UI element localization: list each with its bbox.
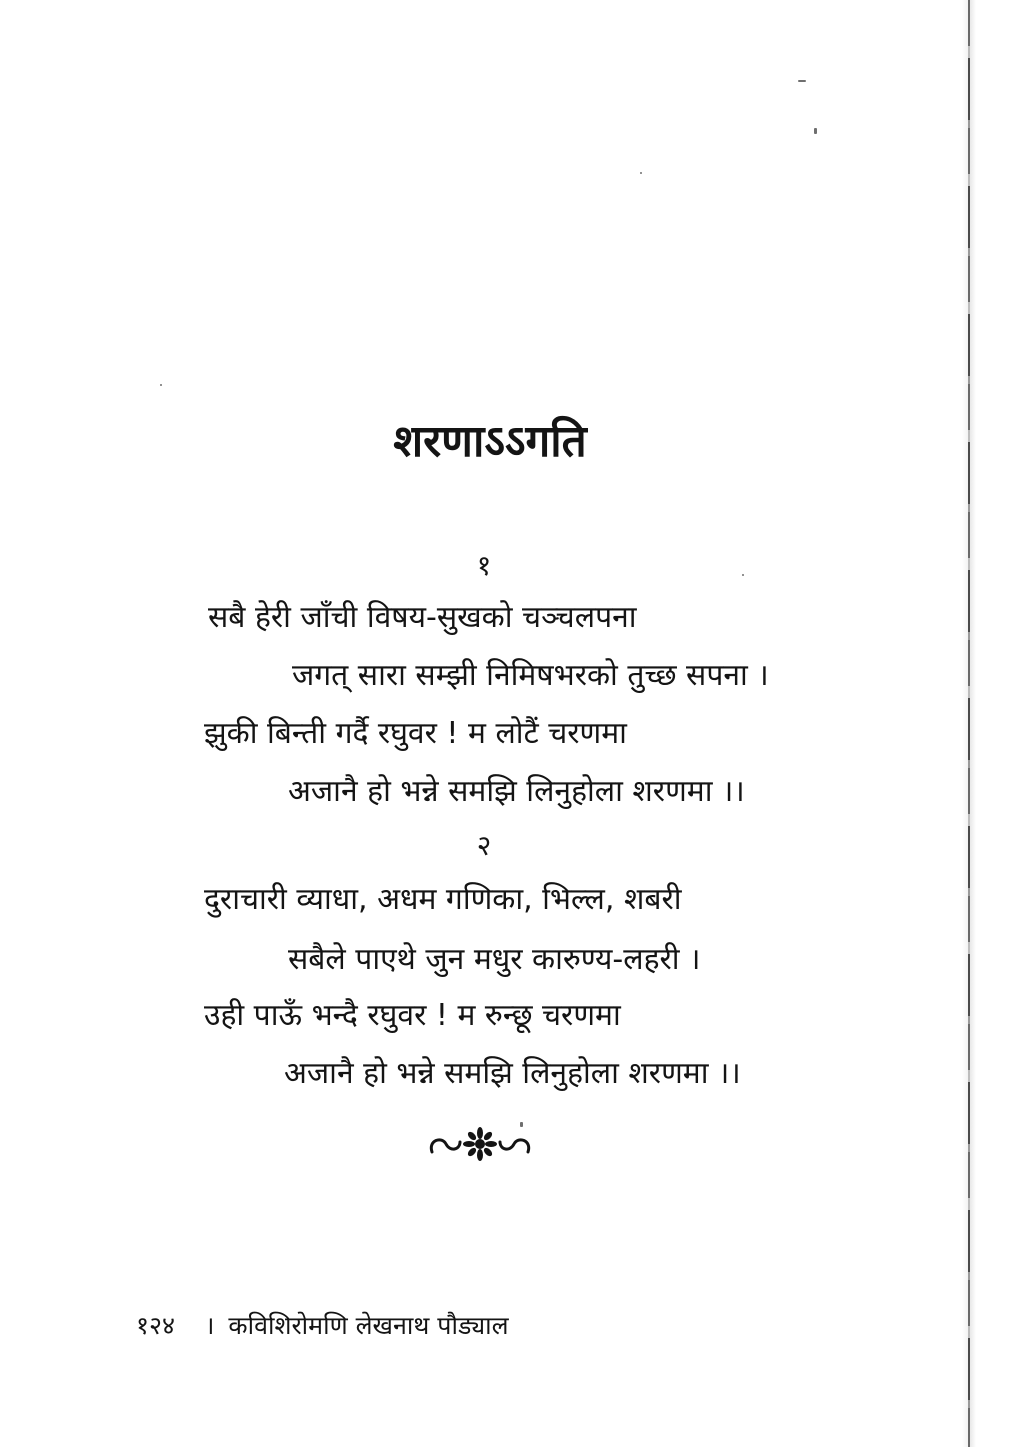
verse-line: दुराचारी व्याधा, अधम गणिका, भिल्ल, शबरी: [204, 882, 682, 917]
book-title: कविशिरोमणि लेखनाथ पौड्याल: [228, 1311, 509, 1340]
paper-speck: [640, 172, 642, 174]
paper-speck: [798, 80, 806, 82]
page-number: १२४: [136, 1311, 176, 1340]
verse-line: अजानै हो भन्ने समझि लिनुहोला शरणमा ।।: [288, 774, 745, 809]
poem-title: शरणाऽऽगति: [393, 416, 587, 467]
paper-speck: [742, 574, 744, 576]
footer-separator: ।: [204, 1311, 215, 1340]
paper-speck: [160, 384, 162, 386]
verse-number: २: [476, 829, 492, 862]
verse-line: उही पाऊँ भन्दै रघुवर ! म रुन्छू चरणमा: [204, 998, 621, 1033]
paper-speck: [814, 128, 817, 134]
verse-line: सबैले पाएथे जुन मधुर कारुण्य-लहरी ।: [288, 942, 701, 977]
verse-number: १: [476, 549, 492, 582]
verse-line: जगत् सारा सम्झी निमिषभरको तुच्छ सपना ।: [292, 658, 769, 693]
page-footer: [136, 1308, 509, 1344]
verse-line: सबै हेरी जाँची विषय-सुखको चञ्चलपना: [208, 600, 637, 635]
floral-divider-icon: [420, 1124, 540, 1164]
page-binding-line: [968, 0, 970, 1447]
verse-line: झुकी बिन्ती गर्दै रघुवर ! म लोटैं चरणमा: [204, 716, 627, 751]
verse-line: अजानै हो भन्ने समझि लिनुहोला शरणमा ।।: [284, 1056, 741, 1091]
